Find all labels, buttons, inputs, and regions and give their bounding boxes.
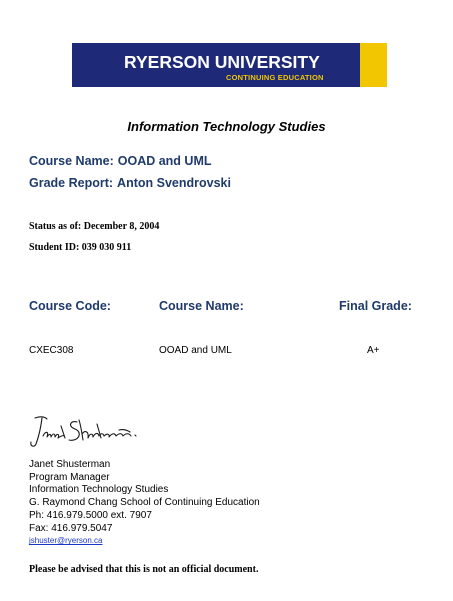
contact-phone: Ph: 416.979.5000 ext. 7907 xyxy=(29,509,152,521)
logo-name: RYERSON UNIVERSITY xyxy=(124,52,320,72)
grade-report-heading xyxy=(29,177,231,190)
column-header-course-code: Course Code: xyxy=(29,299,111,313)
signature-image xyxy=(27,412,145,452)
status-date: Status as of: December 8, 2004 xyxy=(29,221,160,232)
logo-subtitle: CONTINUING EDUCATION xyxy=(226,73,324,82)
contact-block xyxy=(29,459,260,546)
logo-gold-bar xyxy=(360,43,387,87)
contact-department: Information Technology Studies xyxy=(29,484,169,496)
student-name: Anton Svendrovski xyxy=(117,176,231,190)
course-name-heading xyxy=(29,155,212,168)
contact-title: Program Manager xyxy=(29,471,110,483)
contact-email-link[interactable]: jshuster@ryerson.ca xyxy=(29,536,103,546)
contact-name: Janet Shusterman xyxy=(29,459,111,470)
contact-school: G. Raymond Chang School of Continuing Education xyxy=(29,497,260,509)
cell-course-code: CXEC308 xyxy=(29,345,74,356)
grade-report-label: Grade Report: xyxy=(29,176,114,190)
contact-fax: Fax: 416.979.5047 xyxy=(29,522,113,534)
column-header-course-name: Course Name: xyxy=(159,299,244,313)
department-title: Information Technology Studies xyxy=(127,119,326,134)
cell-course-name: OOAD and UML xyxy=(159,345,232,356)
disclaimer-notice: Please be advised that this is not an official document. xyxy=(29,564,259,575)
cell-final-grade: A+ xyxy=(367,345,380,356)
course-name-label: Course Name: xyxy=(29,154,114,168)
column-header-final-grade: Final Grade: xyxy=(339,299,412,313)
ryerson-logo xyxy=(72,43,387,87)
course-name-value: OOAD and UML xyxy=(117,154,212,168)
student-id: Student ID: 039 030 911 xyxy=(29,242,132,253)
